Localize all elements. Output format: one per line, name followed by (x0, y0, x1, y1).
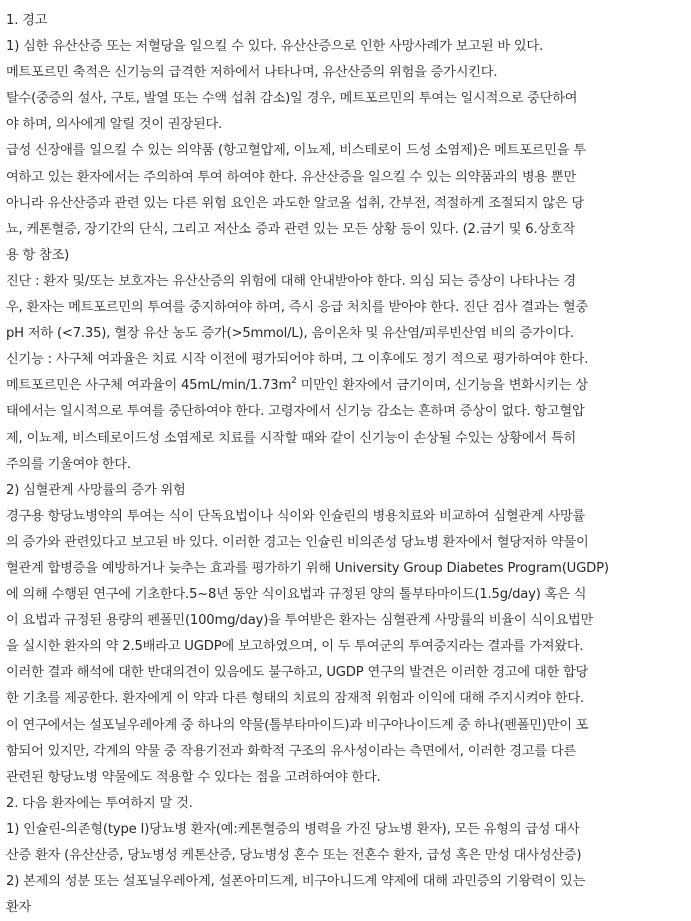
text-line: 1) 심한 유산산증 또는 저혈당을 일으킬 수 있다. 유산산증으로 인한 사망사례가 보고된 바 있다. (6, 39, 543, 55)
text-line: 에 의해 수행된 연구에 기초한다.5~8년 동안 식이요법과 규정된 양의 톨부타마이드(1.5g/day) 혹은 식 (6, 587, 587, 603)
text-line: 우, 환자는 메트포르민의 투여를 중지하여야 하며, 즉시 응급 처치를 받아야 한다. 진단 검사 결과는 혈중 (6, 300, 588, 316)
text-line: 경구용 항당뇨병약의 투여는 식이 단독요법이나 식이와 인슐린의 병용치료와 비교하여 심혈관계 사망률 (6, 508, 586, 524)
text-line: 여하고 있는 환자에서는 주의하여 투여 하여야 한다. 유산산증을 일으킬 수 있는 의약품과의 병용 뿐만 (6, 169, 576, 185)
text-line: 함되어 있지만, 각계의 약물 중 작용기전과 화학적 구조의 유사성이라는 측면에서, 이러한 경고를 다른 (6, 743, 576, 759)
text-line: 용 항 참조) (6, 247, 70, 263)
text-line: 이 요법과 규정된 용량의 펜폴민(100mg/day)을 투여받은 환자는 심혈관계 사망률의 비율이 식이요법만 (6, 613, 594, 629)
text-line: 탈수(중증의 설사, 구토, 발열 또는 수액 섭취 감소)일 경우, 메트포르민의 투여는 일시적으로 중단하여 (6, 91, 578, 107)
text-line: 관련된 항당뇨병 약물에도 적용할 수 있다는 점을 고려하여야 한다. (6, 769, 381, 785)
text-line: 뇨, 케톤혈증, 장기간의 단식, 그리고 저산소 증과 관련 있는 모든 상황 등이 있다. (2.금기 및 6.상호작 (6, 221, 576, 237)
text-line: 환자 (6, 900, 32, 916)
superscript: 2 (291, 376, 297, 387)
subsection-heading: 2) 심혈관계 사망률의 증가 위험 (6, 482, 186, 498)
text-line: 혈관계 합병증을 예방하거나 늦추는 효과를 평가하기 위해 University Group Diabetes Program(UGDP) (6, 560, 609, 576)
section-heading-contraindications: 2. 다음 환자에는 투여하지 말 것. (6, 795, 193, 811)
text-line: 태에서는 일시적으로 투여를 중단하여야 한다. 고령자에서 신기능 감소는 흔하며 증상이 없다. 항고혈압 (6, 404, 585, 420)
text-line: 이 연구에서는 설포닐우레아계 중 하나의 약물(톨부타마이드)과 비구아나이드계 중 하나(펜폴민)만이 포 (6, 717, 589, 733)
text-line: 산증 환자 (유산산증, 당뇨병성 케톤산증, 당뇨병성 혼수 또는 전혼수 환자, 급성 혹은 만성 대사성산증) (6, 848, 582, 863)
text-segment: 미만인 환자에서 금기이며, 신기능을 변화시키는 상 (296, 378, 588, 394)
text-line: 1) 인슐린-의존형(type Ⅰ)당뇨병 환자(예:케톤혈증의 병력을 가진 당뇨병 환자), 모든 유형의 급성 대사 (6, 821, 580, 837)
text-line: 주의를 기울여야 한다. (6, 456, 131, 472)
text-line: 이러한 결과 해석에 대한 반대의견이 있음에도 불구하고, UGDP 연구의 발견은 이러한 경고에 대한 합당 (6, 665, 589, 681)
text-segment: 메트포르민은 사구체 여과율이 45mL/min/1.73m (6, 378, 292, 394)
text-line: 급성 신장애를 일으킬 수 있는 의약품 (항고혈압제, 이뇨제, 비스테로이 드성 소염제)은 메트포르민을 투 (6, 143, 586, 159)
text-line: 아니라 유산산증과 관련 있는 다른 위험 요인은 과도한 알코올 섭취, 간부전, 적절하게 조절되지 않은 당 (6, 195, 584, 211)
text-line: 제, 이뇨제, 비스테로이드성 소염제로 치료를 시작할 때와 같이 신기능이 손상될 수있는 상황에서 특히 (6, 430, 576, 446)
text-line: 2) 본제의 성분 또는 설포닐우레아계, 설폰아미드계, 비구아니드계 약제에 대해 과민증의 기왕력이 있는 (6, 874, 586, 890)
text-line: 을 실시한 환자의 약 2.5배라고 UGDP에 보고하였으며, 이 두 투여군의 투여중지라는 결과를 가져왔다. (6, 639, 584, 655)
text-line-egfr (6, 373, 686, 399)
document-body (6, 8, 686, 921)
section-heading-warning: 1. 경고 (6, 13, 48, 28)
text-line: 야 하며, 의사에게 알릴 것이 권장된다. (6, 117, 223, 133)
text-line: 의 증가와 관련있다고 보고된 바 있다. 이러한 경고는 인슐린 비의존성 당뇨병 환자에서 혈당저하 약물이 (6, 534, 589, 550)
text-line: 한 기초를 제공한다. 환자에게 이 약과 다른 형태의 치료의 잠재적 위험과 이익에 대해 주지시켜야 한다. (6, 691, 584, 707)
text-line: 진단 : 환자 및/또는 보호자는 유산산증의 위험에 대해 안내받아야 한다. 의심 되는 증상이 나타나는 경 (6, 273, 576, 289)
text-line: pH 저하 (<7.35), 혈장 유산 농도 증가(>5mmol/L), 음이온차 및 유산염/피루빈산염 비의 증가이다. (6, 326, 574, 342)
text-line: 신기능 : 사구체 여과율은 치료 시작 이전에 평가되어야 하며, 그 이후에도 정기 적으로 평가하여야 한다. (6, 352, 589, 368)
text-line: 메트포르민 축적은 신기능의 급격한 저하에서 나타나며, 유산산증의 위험을 증가시킨다. (6, 65, 498, 81)
